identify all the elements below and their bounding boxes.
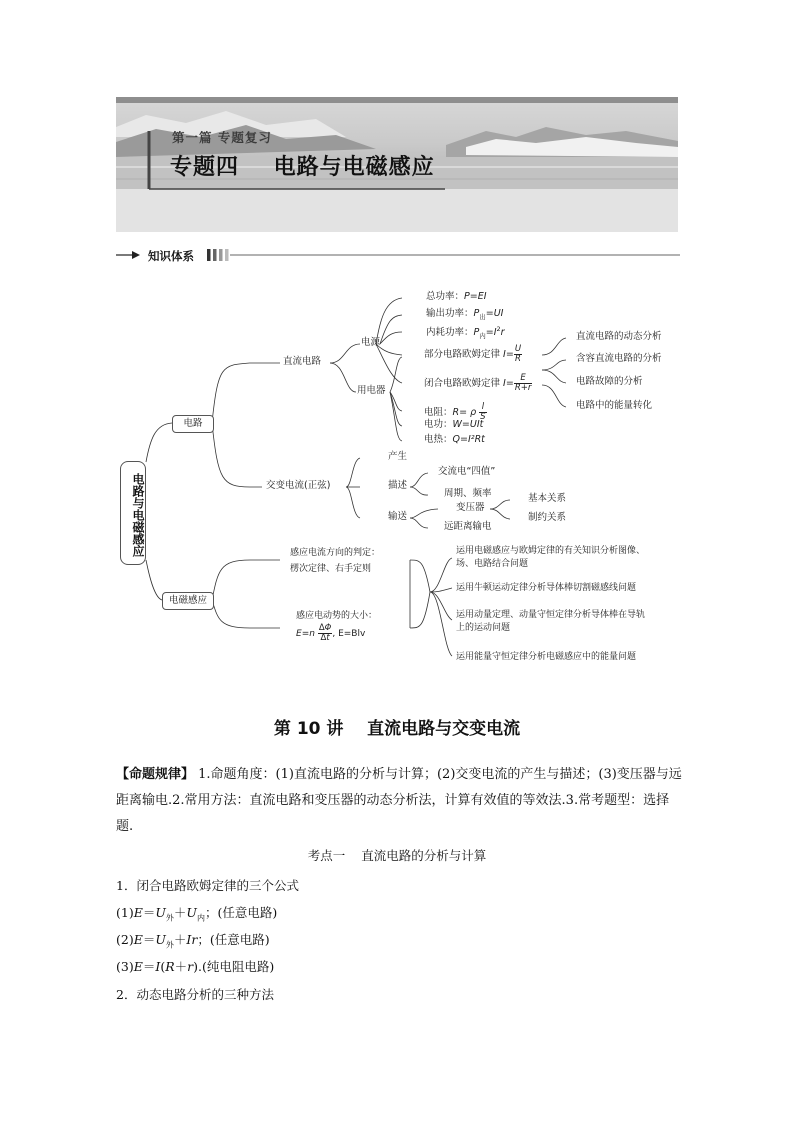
kaodian-title: 考点一 直流电路的分析与计算 (307, 848, 487, 863)
map-em-app-1a: 运用电磁感应与欧姆定律的有关知识分析图像、 (456, 546, 646, 556)
map-p-in: 内耗功率：$P_内=I^2r$ (426, 325, 505, 341)
map-resistance: 电阻：R= ρ $\frac{l}{S}$ (424, 402, 486, 422)
intro-text: 1.命题角度：(1)直流电路的分析与计算；(2)交变电流的产生与描述；(3)变压器与远距离输电.2.常用方法：直流电路和变压器的动态分析法，计算有效值的等效法.3.常考题型：选择题. (116, 767, 682, 834)
map-em-app-3b: 上的运动问题 (456, 623, 511, 633)
map-em-direction-1: 感应电流方向的判定： (290, 548, 381, 558)
map-ac-transmit: 输送 (388, 511, 408, 522)
map-dc: 直流电路 (283, 356, 322, 367)
map-em-direction-2: 楞次定律、右手定则 (290, 564, 372, 574)
map-em-app-3a: 运用动量定理、动量守恒定律分析导体棒在导轨 (456, 610, 646, 620)
map-ac-period: 周期、频率 (444, 488, 492, 499)
map-ac-four-values: 交流电“四值” (438, 466, 496, 477)
map-ohm-closed: 闭合电路欧姆定律 I= $\frac{E}{R+r}$ (424, 373, 532, 393)
list-heading-2: 2．动态电路分析的三种方法 (116, 987, 274, 1002)
map-em-emf: 感应电动势的大小： (296, 611, 378, 621)
map-transformer: 变压器 (456, 502, 485, 513)
map-load: 用电器 (357, 385, 386, 396)
formula-1: $(1)E=U_外+U_内$；(任意电路) (116, 905, 278, 923)
map-dc-fault: 电路故障的分析 (576, 376, 643, 387)
map-box-em: 电磁感应 (162, 592, 214, 610)
map-ac-generate: 产生 (388, 451, 408, 462)
map-p-out: 输出功率：$P_出=UI$ (426, 308, 504, 321)
lecture-title: 第 10 讲 直流电路与交变电流 (273, 719, 521, 739)
chapter-title: 专题四 电路与电磁感应 (170, 155, 435, 180)
series-label: 第一篇 专题复习 (172, 130, 272, 145)
formula-3: (3)E＝I(R＋r).(纯电阻电路) (116, 959, 275, 974)
map-em-emf-formula: E=n $\frac{\Delta\Phi}{\Delta t}$ , E=Blv (296, 623, 366, 643)
section-label: 知识体系 (148, 249, 194, 263)
map-long-distance: 远距离输电 (444, 521, 492, 532)
map-basic-relation: 基本关系 (528, 493, 567, 504)
map-p-total: 总功率：P=EI (426, 291, 487, 302)
intro-paragraph (116, 762, 682, 840)
map-constraint-relation: 制约关系 (528, 512, 567, 523)
map-em-app-1b: 场、电路结合问题 (456, 559, 529, 569)
map-root-box: 电路与电磁感应 (120, 461, 146, 565)
list-heading-1: 1．闭合电路欧姆定律的三个公式 (116, 878, 299, 893)
map-dc-dynamic: 直流电路的动态分析 (576, 331, 662, 342)
map-ac: 交变电流(正弦) (266, 480, 331, 491)
map-work: 电功：W=UIt (424, 419, 484, 430)
map-dc-capacitor: 含容直流电路的分析 (576, 353, 662, 364)
formula-2: $(2)E=U_外+Ir$；(任意电路) (116, 932, 270, 950)
map-dc-energy: 电路中的能量转化 (576, 400, 653, 411)
map-ac-describe: 描述 (388, 480, 408, 491)
intro-tag: 【命题规律】 (116, 767, 195, 782)
map-ohm-part: 部分电路欧姆定律 I= $\frac{U}{R}$ (424, 344, 522, 364)
map-source: 电源 (361, 337, 381, 348)
map-box-circuit: 电路 (172, 415, 214, 433)
map-em-app-4: 运用能量守恒定律分析电磁感应中的能量问题 (456, 652, 637, 662)
map-heat: 电热：Q=I²Rt (424, 434, 485, 445)
map-em-app-2: 运用牛顿运动定律分析导体棒切割磁感线问题 (456, 583, 637, 593)
